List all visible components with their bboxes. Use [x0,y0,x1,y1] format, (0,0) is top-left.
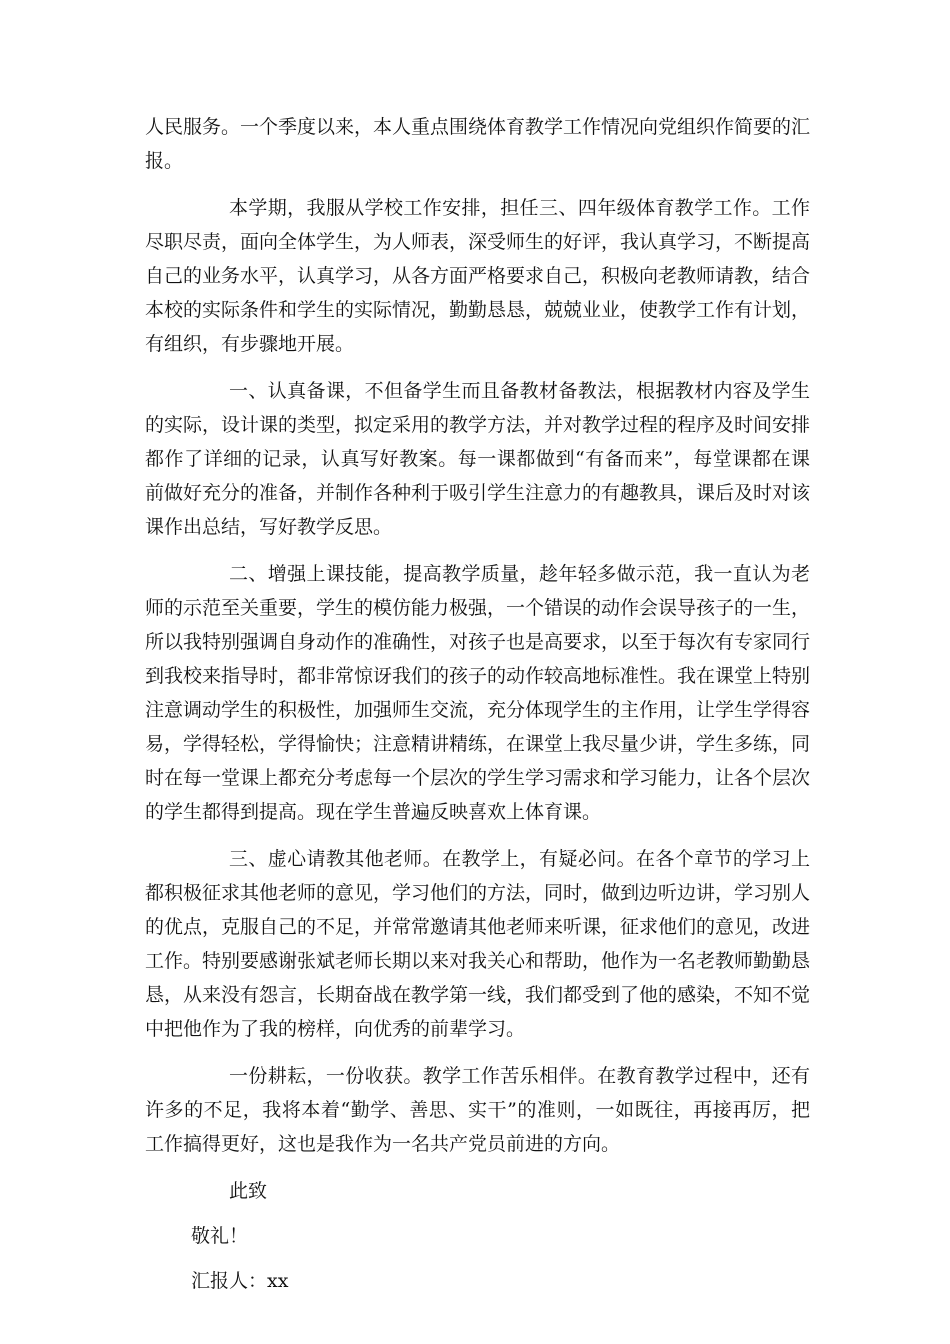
paragraph-intro: 人民服务。一个季度以来，本人重点围绕体育教学工作情况向党组织作简要的汇报。 [145,116,811,172]
closing-salutation: 此致 [229,1180,268,1202]
paragraph-teaching-skills: 二、增强上课技能，提高教学质量，趁年轻多做示范，我一直认为老师的示范至关重要，学生的模仿能力极强，一个错误的动作会误导孩子的一生，所以我特别强调自身动作的准确性，对孩子也是高要求，以至于每次有专家同行到我校来指导时，都非常惊讶我们的孩子的动作较高地标准性。我在课堂上特别注意调动学生的积极性，加强师生交流，充分体现学生的主作用，让学生学得容易，学得轻松，学得愉快；注意精讲精练，在课堂上我尽量少讲，学生多练，同时在每一堂课上都充分考虑每一个层次的学生学习需求和学习能力，让各个层次的学生都得到提高。现在学生普遍反映喜欢上体育课。 [145,563,811,823]
paragraph-learn-from-teachers: 三、虚心请教其他老师。在教学上，有疑必问。在各个章节的学习上都积极征求其他老师的意见，学习他们的方法，同时，做到边听边讲，学习别人的优点，克服自己的不足，并常常邀请其他老师来听课，征求他们的意见，改进工作。特别要感谢张斌老师长期以来对我关心和帮助，他作为一名老教师勤勤恳恳，从来没有怨言，长期奋战在教学第一线，我们都受到了他的感染，不知不觉中把他作为了我的榜样，向优秀的前辈学习。 [145,848,811,1040]
paragraph-conclusion: 一份耕耘，一份收获。教学工作苦乐相伴。在教育教学过程中，还有许多的不足，我将本着“勤学、善思、实干”的准则，一如既往，再接再厉，把工作搞得更好，这也是我作为一名共产党员前进的方向。 [145,1065,810,1155]
paragraph-lesson-preparation: 一、认真备课，不但备学生而且备教材备教法，根据教材内容及学生的实际，设计课的类型，拟定采用的教学方法，并对教学过程的程序及时间安排都作了详细的记录，认真写好教案。每一课都做到“有备而来”，每堂课都在课前做好充分的准备，并制作各种利于吸引学生注意力的有趣教具，课后及时对该课作出总结，写好教学反思。 [145,380,811,538]
document-page [145,110,810,1309]
paragraph-semester-overview: 本学期，我服从学校工作安排，担任三、四年级体育教学工作。工作尽职尽责，面向全体学生，为人师表，深受师生的好评，我认真学习，不断提高自己的业务水平，认真学习，从各方面严格要求自己，积极向老教师请教，结合本校的实际条件和学生的实际情况，勤勤恳恳，兢兢业业，使教学工作有计划，有组织，有步骤地开展。 [145,197,811,355]
reporter-signature: 汇报人：xx [191,1270,289,1292]
closing-regards: 敬礼！ [191,1225,249,1247]
